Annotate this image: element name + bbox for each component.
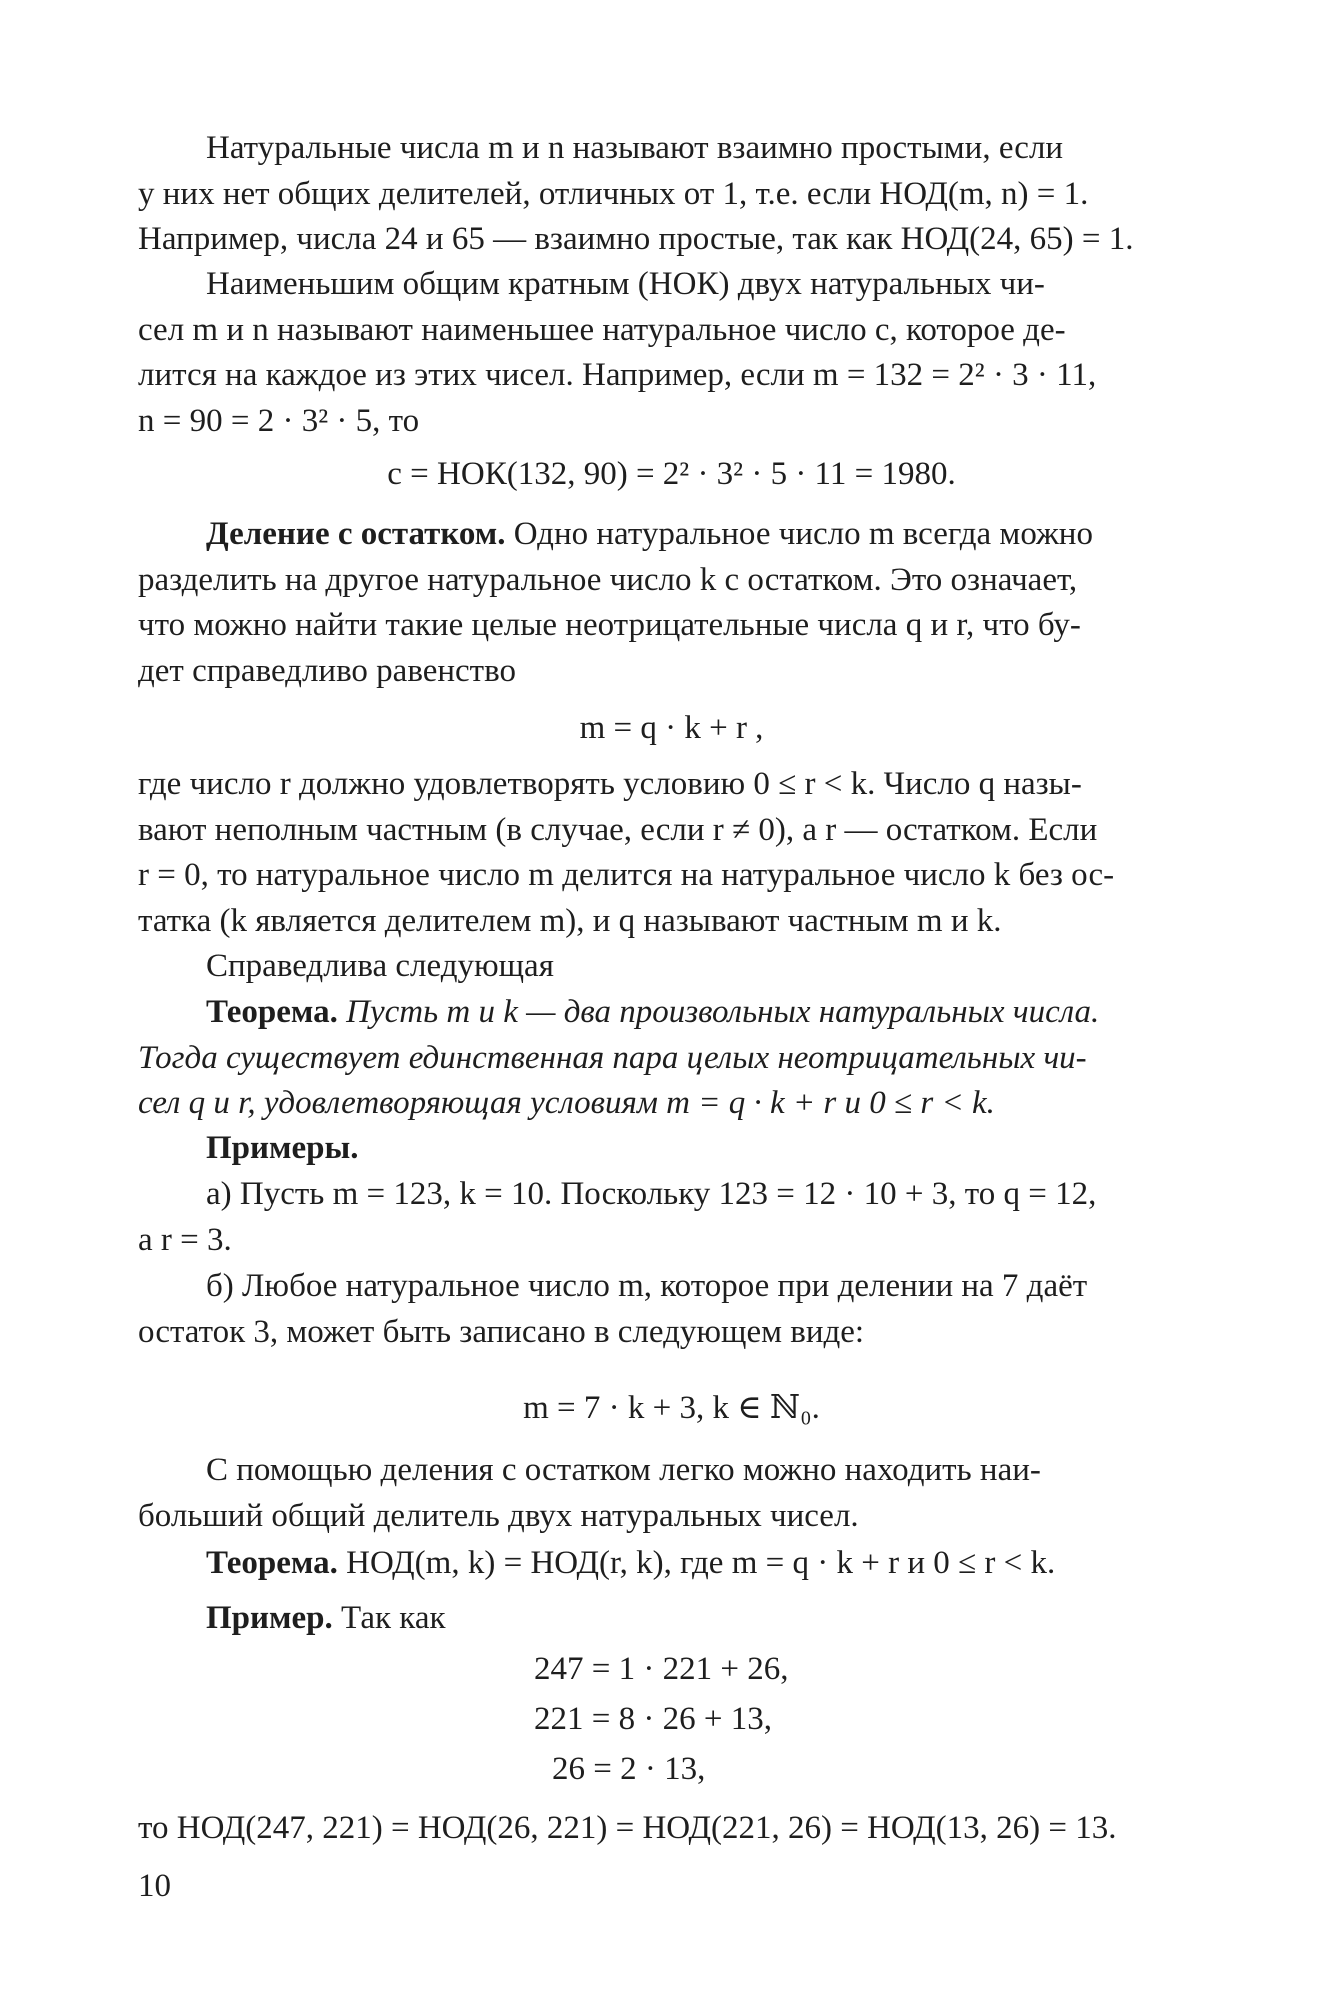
text-line: татка (k является делителем m), и q называют частным m и k. — [138, 902, 1002, 939]
text-line: С помощью деления с остатком легко можно находить наи- — [206, 1452, 1041, 1488]
text-line: б) Любое натуральное число m, которое при делении на 7 даёт — [206, 1268, 1088, 1304]
lcm-paragraph — [138, 262, 1218, 444]
lcm-equation: c = НОК(132, 90) = 2² · 3² · 5 · 11 = 1980. — [387, 456, 956, 492]
text-line: а r = 3. — [138, 1221, 232, 1258]
text-line: лится на каждое из этих чисел. Например, если m = 132 = 2² · 3 · 11, — [138, 357, 1097, 393]
text-line: Теорема. Пусть m и k — два произвольных натуральных числа. — [206, 994, 1100, 1030]
text-line: Примеры. — [206, 1130, 359, 1166]
text-line: Тогда существует единственная пара целых неотрицательных чи- — [138, 1039, 1087, 1076]
example-a — [138, 1172, 1218, 1263]
valid-following — [138, 944, 1218, 990]
text-line: Например, числа 24 и 65 — взаимно простые, так как НОД(24, 65) = 1. — [138, 221, 1134, 257]
text-line: больший общий делитель двух натуральных чисел. — [138, 1497, 859, 1534]
euclid-line: 221 = 8 · 26 + 13, — [534, 1701, 772, 1737]
gcd-remark — [138, 1448, 1218, 1539]
text-line: Теорема. НОД(m, k) = НОД(r, k), где m = q · k + r и 0 ≤ r < k. — [206, 1545, 1056, 1581]
text-line: Деление с остатком. Одно натуральное число m всегда можно — [206, 516, 1093, 552]
text-line: у них нет общих делителей, отличных от 1, т.е. если НОД(m, n) = 1. — [138, 175, 1089, 212]
text-line: Пример. Так как — [206, 1600, 446, 1636]
page-number: 10 — [138, 1868, 171, 1904]
theorem-2 — [138, 1541, 1218, 1587]
text-line: сел m и n называют наименьшее натуральное число c, которое де- — [138, 311, 1066, 348]
text-line: n = 90 = 2 · 3² · 5, то — [138, 402, 420, 439]
text-line: дет справедливо равенство — [138, 652, 516, 689]
text-line: Наименьшим общим кратным (НОК) двух натуральных чи- — [206, 266, 1045, 302]
example-b-equation: m = 7 · k + 3, k ∈ ℕ₀. — [523, 1390, 820, 1426]
euclid-line: 26 = 2 · 13, — [552, 1751, 706, 1787]
division-equation: m = q · k + r , — [579, 710, 764, 746]
examples-heading — [138, 1126, 1218, 1172]
euclid-steps — [534, 1644, 788, 1794]
coprime-paragraph — [138, 126, 1218, 263]
text-line: остаток 3, может быть записано в следующем виде: — [138, 1313, 865, 1350]
text-line: то НОД(247, 221) = НОД(26, 221) = НОД(221, 26) = НОД(13, 26) = 13. — [138, 1810, 1117, 1846]
division-paragraph — [138, 512, 1218, 694]
text-line: r = 0, то натуральное число m делится на натуральное число k без ос- — [138, 857, 1115, 893]
example-heading — [138, 1596, 1218, 1642]
text-line: а) Пусть m = 123, k = 10. Поскольку 123 = 12 · 10 + 3, то q = 12, — [206, 1176, 1097, 1212]
remainder-paragraph — [138, 762, 1218, 944]
example-b — [138, 1264, 1218, 1355]
text-line: Справедлива следующая — [206, 948, 554, 984]
text-line: сел q и r, удовлетворяющая условиям m = q · k + r и 0 ≤ r < k. — [138, 1085, 995, 1121]
text-line: что можно найти такие целые неотрицательные числа q и r, что бу- — [138, 607, 1081, 643]
euclid-line: 247 = 1 · 221 + 26, — [534, 1651, 789, 1687]
text-line: Натуральные числа m и n называют взаимно простыми, если — [206, 130, 1064, 166]
text-line: где число r должно удовлетворять условию 0 ≤ r < k. Число q назы- — [138, 766, 1082, 802]
text-line: разделить на другое натуральное число k с остатком. Это означает, — [138, 561, 1078, 598]
theorem-1 — [138, 990, 1218, 1127]
conclusion — [138, 1806, 1218, 1852]
text-line: вают неполным частным (в случае, если r ≠ 0), а r — остатком. Если — [138, 811, 1098, 848]
